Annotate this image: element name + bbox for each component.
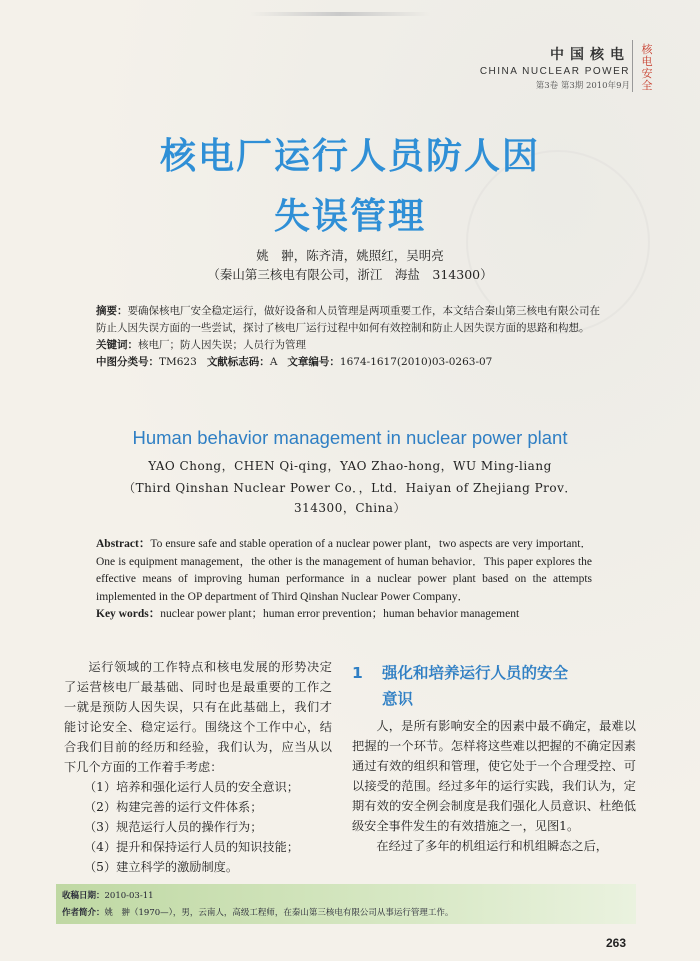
journal-name-en: CHINA NUCLEAR POWER — [479, 66, 630, 77]
body-right-column — [352, 716, 636, 856]
list-item: （1）培养和强化运行人员的安全意识； — [84, 780, 299, 794]
section-heading-line2: 意识 — [382, 690, 414, 708]
affiliation-cn: （秦山第三核电有限公司，浙江 海盐 314300） — [207, 267, 493, 282]
abstract-cn — [96, 303, 606, 371]
title-cn-line2: 失误管理 — [273, 196, 426, 237]
list-item: （3）规范运行人员的操作行为； — [84, 820, 263, 834]
doc-code-value: A — [269, 356, 278, 368]
measures-list — [64, 777, 332, 877]
body-left-column — [64, 657, 332, 877]
abstract-cn-paragraph — [96, 303, 606, 337]
keywords-cn-label: 关键词： — [96, 339, 138, 351]
clc-label: 中图分类号： — [96, 356, 159, 368]
list-item: （2）构建完善的运行文件体系； — [84, 800, 263, 814]
article-no-value: 1674-1617(2010)03-0263-07 — [339, 356, 493, 368]
classification-line — [96, 354, 606, 371]
section-1-paragraph-1: 人，是所有影响安全的因素中最不确定，最难以把握的一个环节。怎样将这些难以把握的不确定因素通过有效的组织和管理，使它处于一个合理受控、可以接受的范围。经过多年的运行实践，我们认为，定期有效的安全例会制度是我们强化人员意识、杜绝低级安全事件发生的有效措施之一，见图1。 — [352, 719, 636, 833]
keywords-en-text: nuclear power plant；human error prevention；human behavior management — [160, 608, 520, 620]
section-heading-line1: 强化和培养运行人员的安全 — [382, 664, 569, 682]
abstract-cn-text: 要确保核电厂安全稳定运行，做好设备和人员管理是两项重要工作，本文结合秦山第三核电有限公司在防止人因失误方面的一些尝试，探讨了核电厂运行过程中如何有效控制和防止人因失误方面的思路和构想。 — [96, 305, 600, 334]
author-bio-label: 作者简介： — [62, 908, 105, 918]
title-en: Human behavior management in nuclear power plant — [132, 427, 568, 448]
section-1-paragraph-2: 在经过了多年的机组运行和机组瞬态之后， — [376, 839, 608, 853]
intro-paragraph: 运行领域的工作特点和核电发展的形势决定了运营核电厂最基础、同时也是最重要的工作之一就是预防人因失误，只有在此基础上，我们才能讨论安全、稳定运行。围绕这个工作中心，结合我们目前的经历和经验，我们认为，应当从以下几个方面的工作着手考虑： — [64, 660, 332, 774]
title-cn-line1: 核电厂运行人员防人因 — [159, 136, 540, 177]
list-item: （5）建立科学的激励制度。 — [84, 860, 239, 874]
keywords-cn-text: 核电厂；防人因失误；人员行为管理 — [138, 339, 306, 351]
authors-cn: 姚 翀，陈齐清，姚照红，吴明亮 — [256, 248, 444, 263]
section-tag: 核电安全 — [641, 43, 653, 92]
author-bio-text: 姚 翀（1970—），男，云南人，高级工程师，在秦山第三核电有限公司从事运行管理工作。 — [104, 908, 454, 918]
abstract-cn-label: 摘要： — [96, 305, 128, 317]
top-decorative-rule — [250, 12, 430, 16]
abstract-en-text: To ensure safe and stable operation of a nuclear power plant，two aspects are very important．One is equipment management，the other is the management of human behavior．This paper explores the effective means of improving human performance in a nuclear power plant based on the attempts implemented in the OP department of Third Qinshan Nuclear Power Company． — [96, 538, 592, 603]
journal-masthead — [480, 44, 630, 91]
page-number: 263 — [605, 936, 626, 950]
received-label: 收稿日期： — [62, 891, 105, 901]
author-bio-line — [62, 906, 632, 918]
masthead-divider — [632, 40, 633, 92]
received-date: 2010-03-11 — [104, 891, 154, 901]
keywords-en-label: Key words： — [96, 608, 161, 620]
abstract-en-label: Abstract： — [96, 538, 151, 550]
affiliation-en: （Third Qinshan Nuclear Power Co．，Ltd．Haiyan of Zhejiang Prov．314300，China） — [123, 481, 577, 515]
clc-value: TM623 — [159, 356, 197, 368]
section-1-heading — [352, 660, 632, 712]
authors-en: YAO Chong，CHEN Qi-qing，YAO Zhao-hong，WU Ming-liang — [148, 459, 552, 473]
doc-code-label: 文献标志码： — [206, 356, 270, 368]
keywords-cn — [96, 337, 606, 354]
keywords-en — [96, 606, 592, 624]
journal-name-cn: 中国核电 — [550, 47, 630, 63]
article-no-label: 文章编号： — [287, 356, 340, 368]
list-item: （4）提升和保持运行人员的知识技能； — [84, 840, 299, 854]
received-date-line — [62, 889, 632, 901]
section-number: 1 — [352, 664, 363, 682]
journal-issue: 第3卷 第3期 2010年9月 — [535, 81, 630, 91]
abstract-en-paragraph — [96, 536, 592, 606]
abstract-en — [96, 536, 592, 624]
